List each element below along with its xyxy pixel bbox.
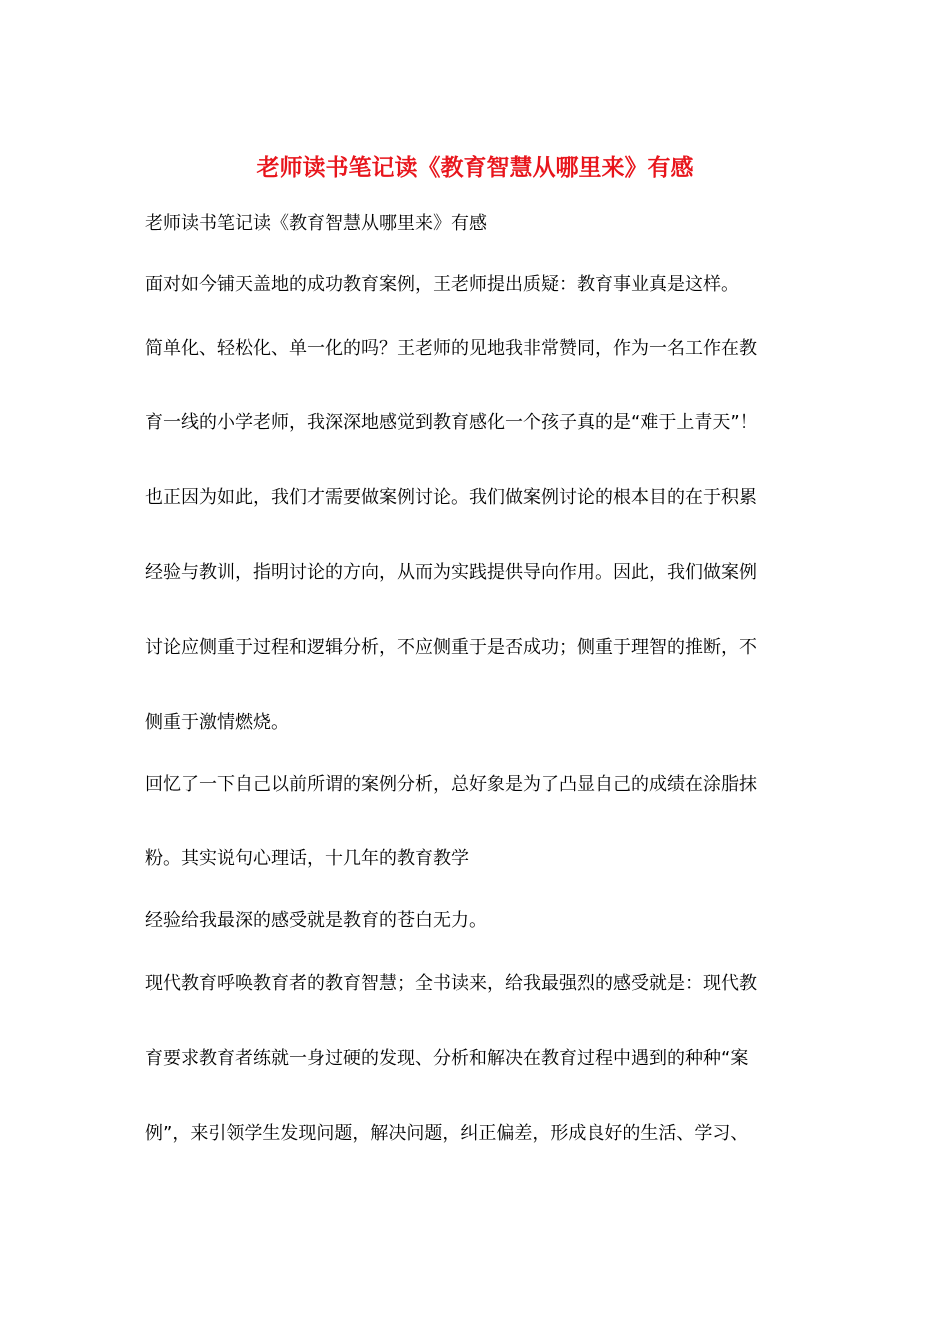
subtitle-line: 老师读书笔记读《教育智慧从哪里来》有感 [145,213,487,234]
paragraph-line: 育要求教育者练就一身过硬的发现、分析和解决在教育过程中遇到的种种“案 [145,1048,749,1069]
paragraph-line: 育一线的小学老师，我深深地感觉到教育感化一个孩子真的是“难于上青天”！ [145,412,758,433]
paragraph-line: 经验给我最深的感受就是教育的苍白无力。 [145,910,487,931]
paragraph-line: 侧重于激情燃烧。 [145,712,289,733]
document-title: 老师读书笔记读《教育智慧从哪里来》有感 [256,154,694,181]
paragraph-line: 简单化、轻松化、单一化的吗？王老师的见地我非常赞同，作为一名工作在教 [145,338,757,359]
paragraph-line: 经验与教训，指明讨论的方向，从而为实践提供导向作用。因此，我们做案例 [145,562,757,583]
paragraph-line: 讨论应侧重于过程和逻辑分析，不应侧重于是否成功；侧重于理智的推断，不 [145,637,757,658]
paragraph-line: 面对如今铺天盖地的成功教育案例，王老师提出质疑：教育事业真是这样。 [145,274,739,295]
paragraph-line: 例”，来引领学生发现问题，解决问题，纠正偏差，形成良好的生活、学习、 [145,1123,749,1144]
paragraph-line: 也正因为如此，我们才需要做案例讨论。我们做案例讨论的根本目的在于积累 [145,487,757,508]
paragraph-line: 回忆了一下自己以前所谓的案例分析，总好象是为了凸显自己的成绩在涂脂抹 [145,774,757,795]
paragraph-line: 现代教育呼唤教育者的教育智慧；全书读来，给我最强烈的感受就是：现代教 [145,973,757,994]
paragraph-line: 粉。其实说句心理话，十几年的教育教学 [145,848,469,869]
